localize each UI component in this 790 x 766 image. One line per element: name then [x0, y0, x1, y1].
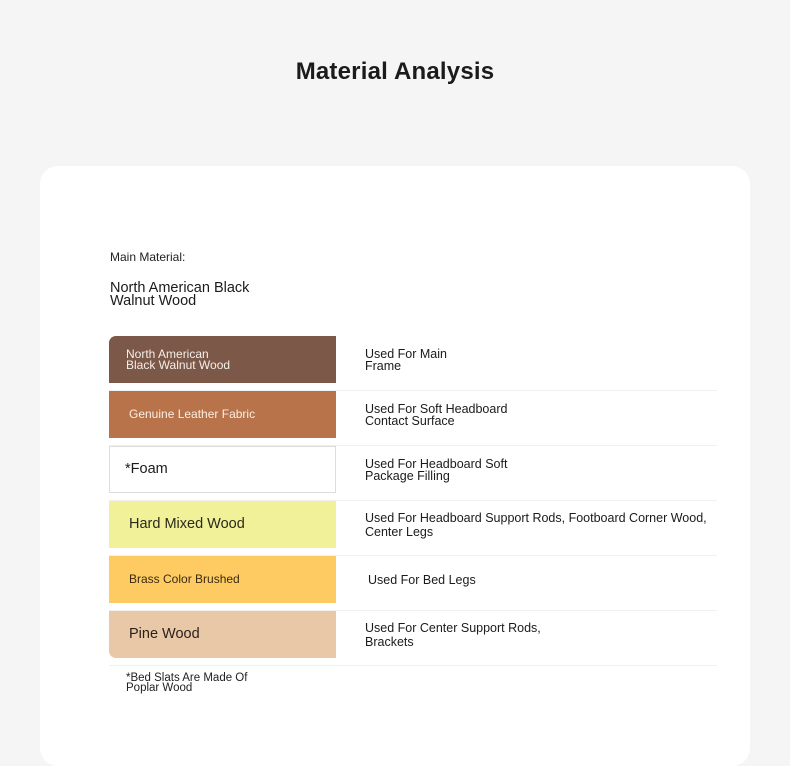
- material-usage: Used For Main Frame: [365, 346, 447, 373]
- material-swatch-black-walnut: [109, 336, 336, 383]
- material-card: [40, 166, 750, 766]
- material-swatch-pine-wood: [109, 611, 336, 658]
- footnote: *Bed Slats Are Made Of Poplar Wood: [126, 672, 248, 694]
- material-row: [109, 501, 717, 556]
- material-name: North American Black Walnut Wood: [126, 346, 231, 372]
- page-title: Material Analysis: [295, 58, 495, 85]
- material-name: *Foam: [125, 461, 168, 477]
- material-list: [109, 336, 717, 666]
- material-swatch-foam: [109, 446, 336, 493]
- material-row: [109, 611, 717, 666]
- main-material-value: North American Black Walnut Wood: [110, 280, 250, 309]
- material-name: Genuine Leather Fabric: [129, 407, 256, 421]
- main-material-label: Main Material:: [110, 250, 186, 264]
- material-name: Pine Wood: [129, 626, 200, 642]
- material-usage: Used For Soft Headboard Contact Surface: [365, 401, 508, 428]
- material-name: Brass Color Brushed: [129, 572, 240, 586]
- material-swatch-hard-mixed-wood: [109, 501, 336, 548]
- material-row: [109, 556, 717, 611]
- material-usage: Used For Headboard Soft Package Filling: [365, 456, 508, 483]
- material-usage: Used For Headboard Support Rods, Footboard Corner Wood, Center Legs: [365, 510, 707, 539]
- material-row: [109, 336, 717, 391]
- material-usage: Used For Center Support Rods, Brackets: [365, 620, 541, 649]
- material-swatch-genuine-leather: [109, 391, 336, 438]
- material-row: [109, 391, 717, 446]
- material-usage: Used For Bed Legs: [368, 572, 476, 587]
- material-swatch-brass: [109, 556, 336, 603]
- material-name: Hard Mixed Wood: [129, 516, 245, 532]
- material-row: [109, 446, 717, 501]
